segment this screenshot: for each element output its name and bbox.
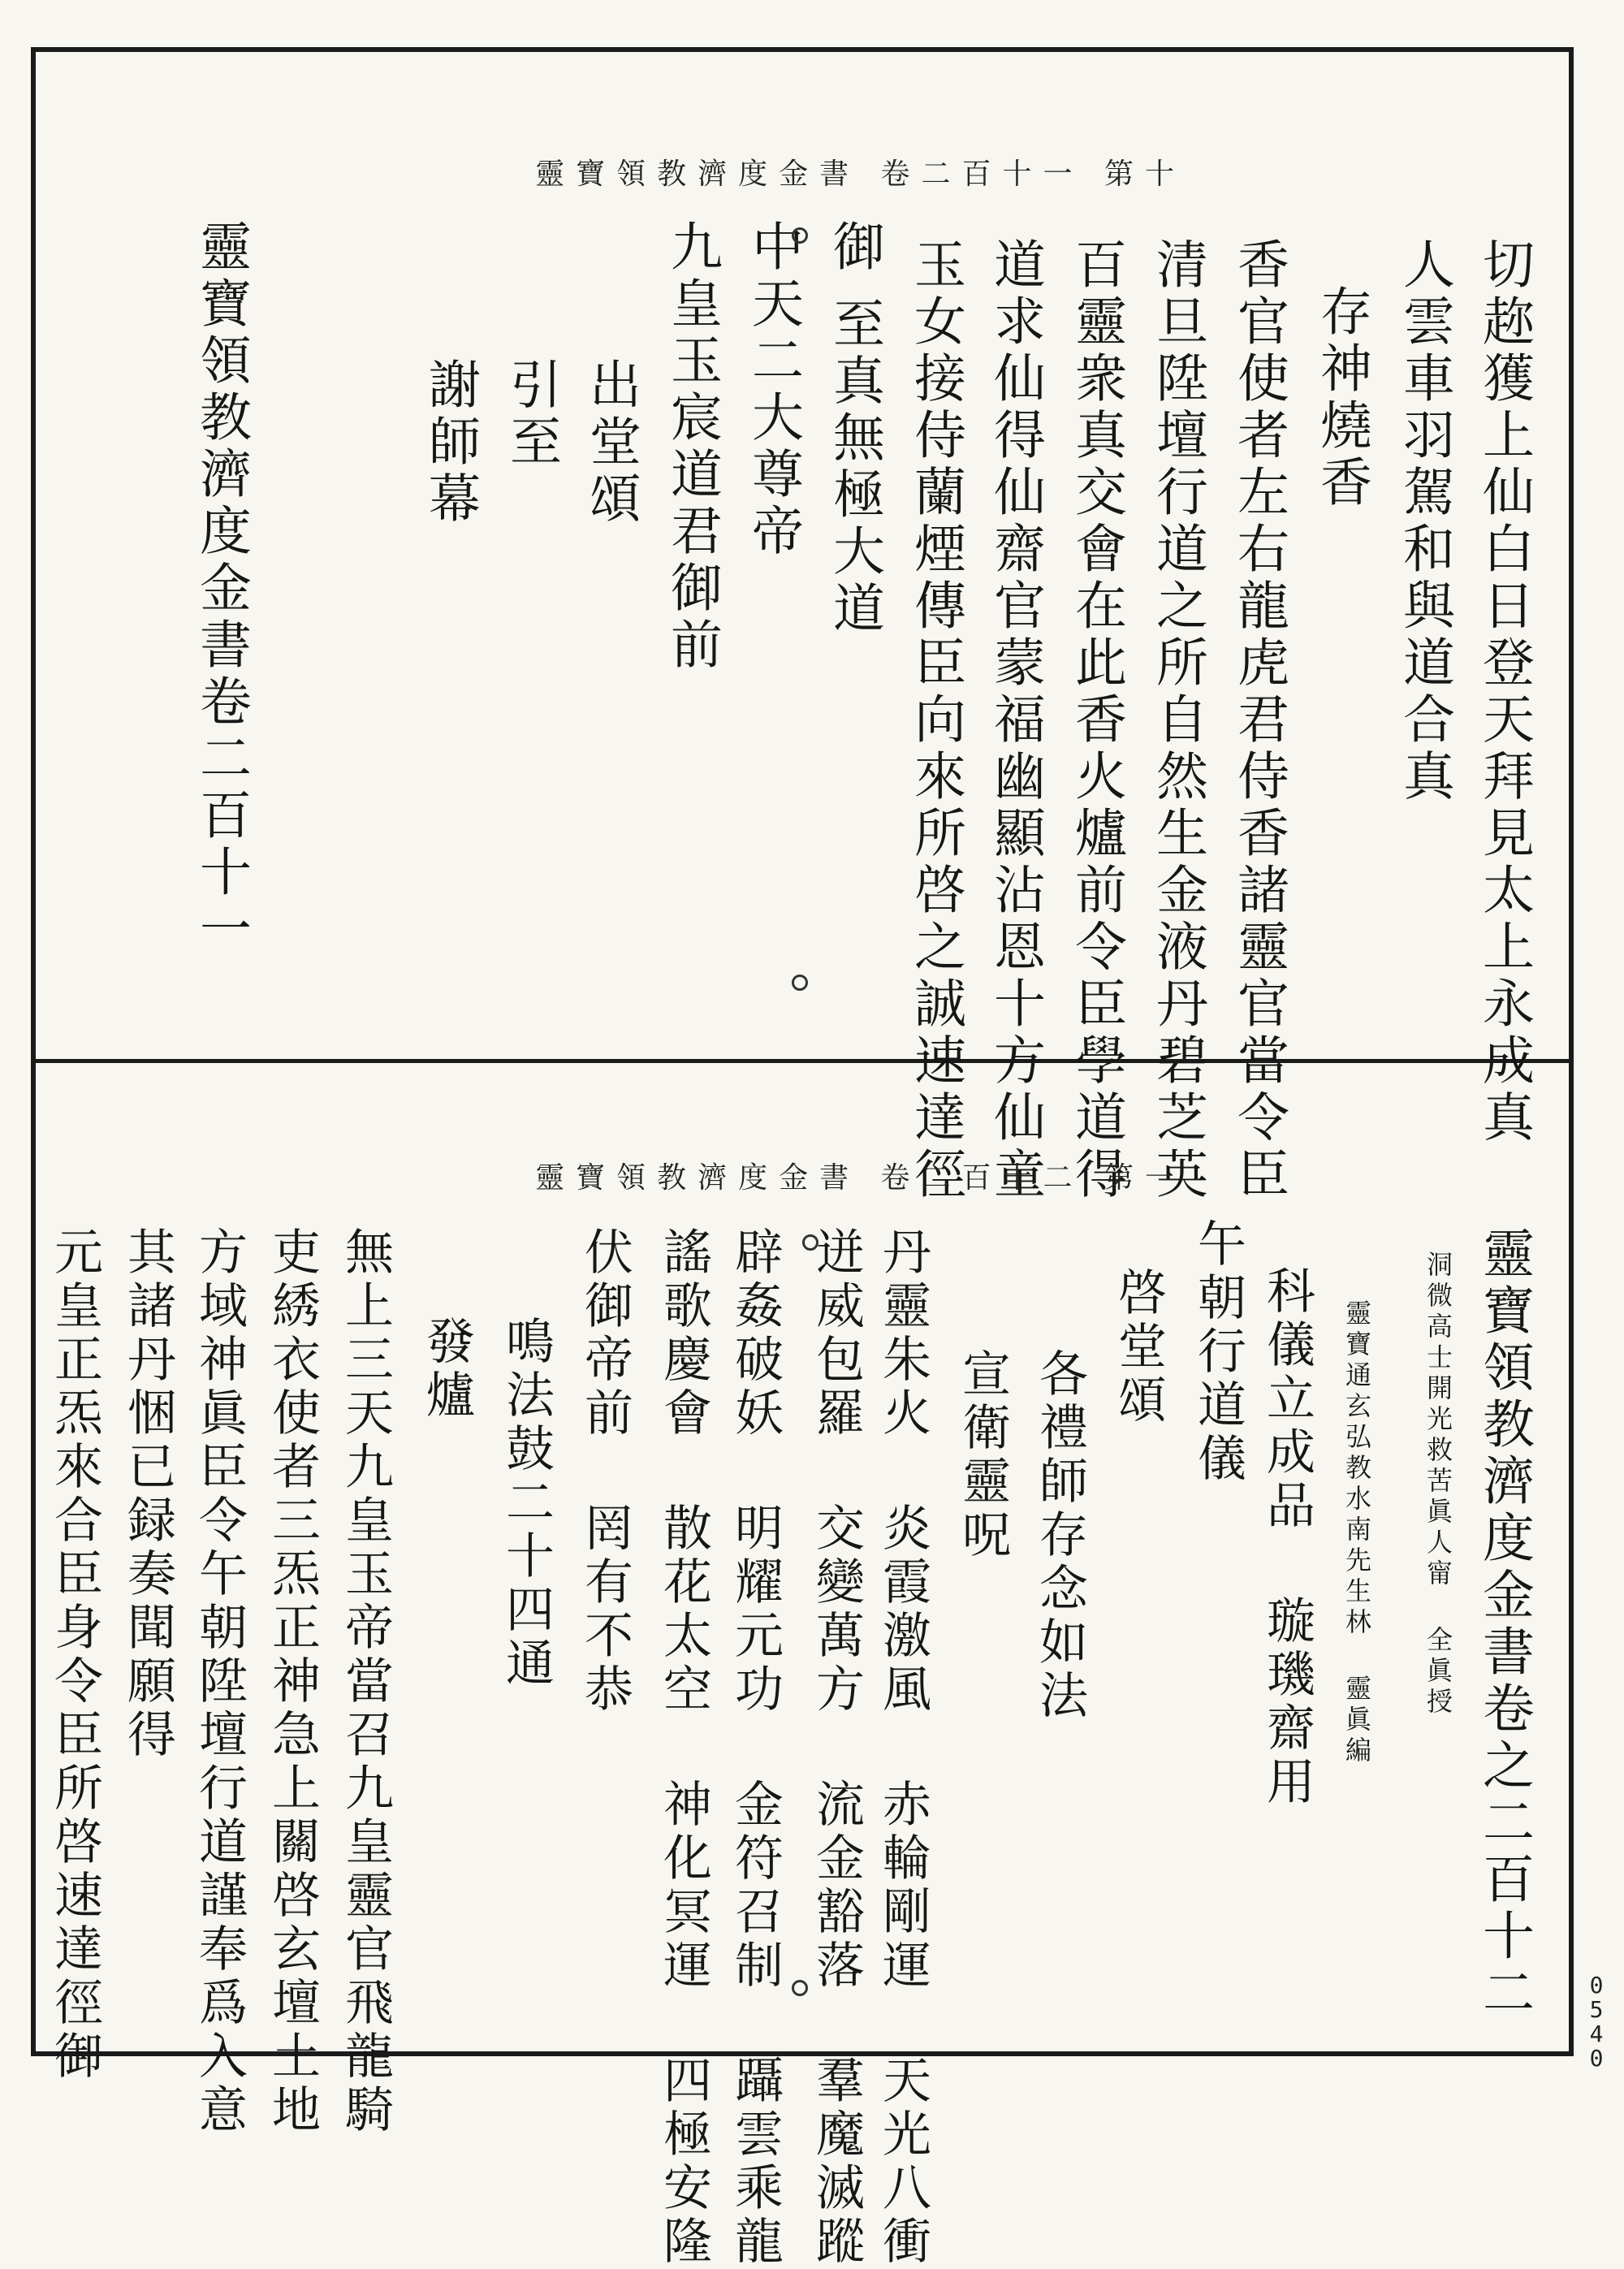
page-number: 0540 (1589, 1972, 1604, 2072)
lower-text-column: 丹靈朱火 炎霞激風 赤輪剛運 天光八衝 (875, 1226, 931, 2269)
upper-text-column: 九皇玉宸道君御前 (662, 219, 722, 674)
upper-text-column: 御 (824, 219, 884, 276)
lower-text-column: 靈寶領教濟度金書卷之二百十二 (1474, 1226, 1534, 2022)
upper-text-column: 玉女接侍蘭煙傳臣向來所啓之誠速達徑 (905, 237, 965, 1204)
lower-text-column: 迸威包羅 交變萬方 流金豁落 羣魔滅蹤 (808, 1226, 865, 2269)
lower-text-column: 科儀立成品 璇璣齋用 (1259, 1265, 1315, 1809)
lower-text-column: 謠歌慶會 散花太空 神化冥運 四極安隆 (655, 1226, 712, 2269)
circle-mark (792, 1980, 808, 1996)
lower-text-column: 發爐 (418, 1316, 475, 1423)
upper-text-column: 謝師幕 (420, 357, 480, 528)
upper-text-column: 切趂獲上仙白日登天拜見太上永成真 (1474, 237, 1534, 1147)
lower-text-column: 伏御帝前 罔有不恭 (577, 1226, 633, 1717)
lower-text-column: 無上三天九皇玉帝當召九皇靈官飛龍騎 (337, 1226, 394, 2137)
lower-text-column: 洞微高士開光救苦眞人甯 全眞授 (1423, 1251, 1453, 1718)
lower-running-head: 靈寶領教濟度金書 卷二百十二 第一 (535, 1161, 1186, 1195)
upper-text-column: 中天二大尊帝 (743, 219, 803, 560)
lower-text-column: 宣衛靈呪 (954, 1348, 1011, 1562)
lower-text-column: 方域神眞臣令午朝陞壇行道謹奉爲入意 (191, 1226, 248, 2137)
lower-text-column: 午朝行道儀 (1190, 1218, 1246, 1486)
upper-text-column: 道求仙得仙齋官蒙福幽顯沾恩十方仙童 (985, 237, 1045, 1204)
lower-text-column: 吏綉衣使者三炁正神急上關啓玄壇土地 (264, 1226, 321, 2137)
lower-text-column: 啓堂頌 (1110, 1267, 1167, 1428)
lower-text-column: 鳴法鼓二十四通 (498, 1316, 555, 1691)
lower-text-column: 其諸丹悃已録奏聞願得 (119, 1226, 176, 1762)
lower-text-column: 辟姦破妖 明耀元功 金符召制 躡雲乘龍 (727, 1226, 784, 2269)
upper-text-column: 人雲車羽駕和與道合真 (1394, 237, 1454, 806)
upper-text-column: 香官使者左右龍虎君侍香諸靈官當令臣 (1229, 237, 1289, 1204)
lower-text-column: 各禮師存念如法 (1031, 1348, 1088, 1723)
upper-text-column: 至真無極大道 (824, 296, 884, 637)
upper-text-column: 清旦陞壇行道之所自然生金液丹碧芝英 (1147, 237, 1207, 1204)
upper-running-head: 靈寶領教濟度金書 卷二百十一 第十 (535, 158, 1186, 191)
circle-mark (802, 1234, 818, 1251)
page-divider (31, 1059, 1574, 1063)
upper-text-column: 引至 (501, 357, 561, 471)
lower-text-column: 元皇正炁來合臣身令臣所啓速達徑御 (46, 1226, 103, 2084)
upper-text-column: 百靈衆真交會在此香火爐前令臣學道得 (1066, 237, 1126, 1204)
lower-text-column: 靈寶通玄弘教水南先生林 靈眞編 (1341, 1299, 1372, 1767)
upper-text-column: 出堂頌 (581, 357, 641, 528)
circle-mark (792, 975, 808, 991)
upper-text-column: 靈寶領教濟度金書卷二百十一 (191, 219, 251, 958)
upper-text-column: 存神燒香 (1311, 284, 1371, 512)
circle-mark (792, 227, 808, 244)
